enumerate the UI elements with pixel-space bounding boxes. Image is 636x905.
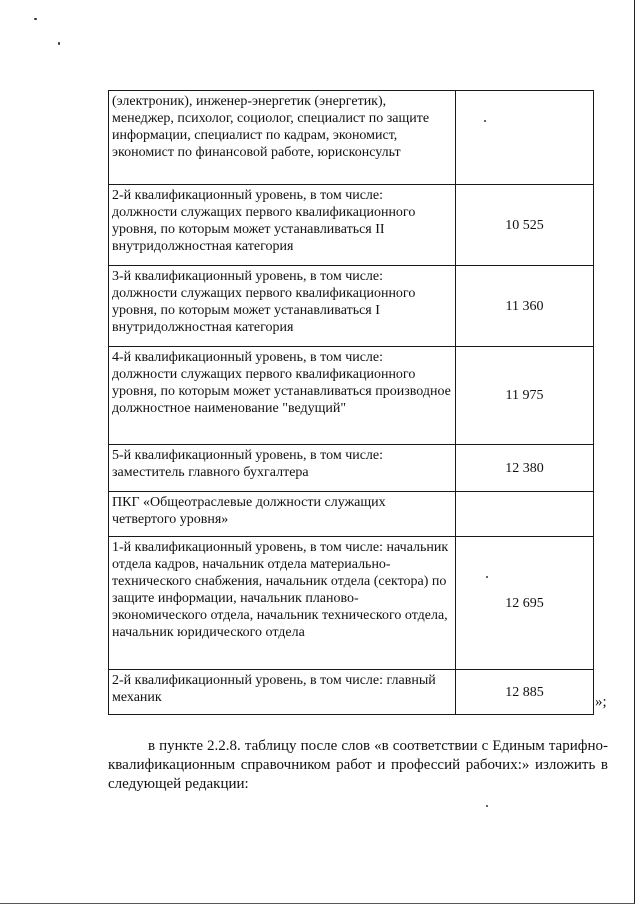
salary-amount: 12 885: [456, 670, 594, 715]
table-row: [109, 537, 594, 670]
salary-amount: 12 380: [456, 445, 594, 492]
table-row: [109, 347, 594, 445]
salary-amount: [456, 91, 594, 185]
position-description: (электроник), инженер-энергетик (энергетик), менеджер, психолог, социолог, специалист по защите информации, специалист по кадрам, экономист, экономист по финансовой работе, юрисконсульт: [109, 91, 456, 185]
salary-amount: 12 695: [456, 537, 594, 670]
position-description: 2-й квалификационный уровень, в том числе: должности служащих первого квалификационного уровня, по которым может устанавливаться II внутридолжностная категория: [109, 185, 456, 266]
position-description: ПКГ «Общеотраслевые должности служащих четвертого уровня»: [109, 492, 456, 537]
body-paragraph: [108, 737, 608, 794]
salary-amount: 10 525: [456, 185, 594, 266]
scan-speck: [486, 805, 488, 807]
table-row: [109, 185, 594, 266]
table-row: [109, 492, 594, 537]
position-description: 1-й квалификационный уровень, в том числе: начальник отдела кадров, начальник отдела материально-технического снабжения, начальник отдела (сектора) по защите информации, начальник планово-экономического отдела, начальник технического отдела, начальник юридического отдела: [109, 537, 456, 670]
position-description: 5-й квалификационный уровень, в том числе: заместитель главного бухгалтера: [109, 445, 456, 492]
salary-table: [108, 90, 594, 715]
salary-amount: [456, 492, 594, 537]
scan-speck: [58, 42, 60, 45]
position-description: 3-й квалификационный уровень, в том числе: должности служащих первого квалификационного уровня, по которым может устанавливаться I внутридолжностная категория: [109, 266, 456, 347]
paragraph-text: в пункте 2.2.8. таблицу после слов «в соответствии с Единым тарифно-квалификационным справочником работ и профессий рабочих:» изложить в следующей редакции:: [108, 738, 608, 792]
position-description: 4-й квалификационный уровень, в том числе: должности служащих первого квалификационного уровня, по которым может устанавливаться производное должностное наименование "ведущий": [109, 347, 456, 445]
table-row: [109, 91, 594, 185]
scan-speck: [34, 18, 37, 20]
table-row: [109, 670, 594, 715]
table-row: [109, 445, 594, 492]
closing-quote-mark: »;: [595, 694, 607, 710]
position-description: 2-й квалификационный уровень, в том числе: главный механик: [109, 670, 456, 715]
salary-amount: 11 360: [456, 266, 594, 347]
table-row: [109, 266, 594, 347]
salary-amount: 11 975: [456, 347, 594, 445]
